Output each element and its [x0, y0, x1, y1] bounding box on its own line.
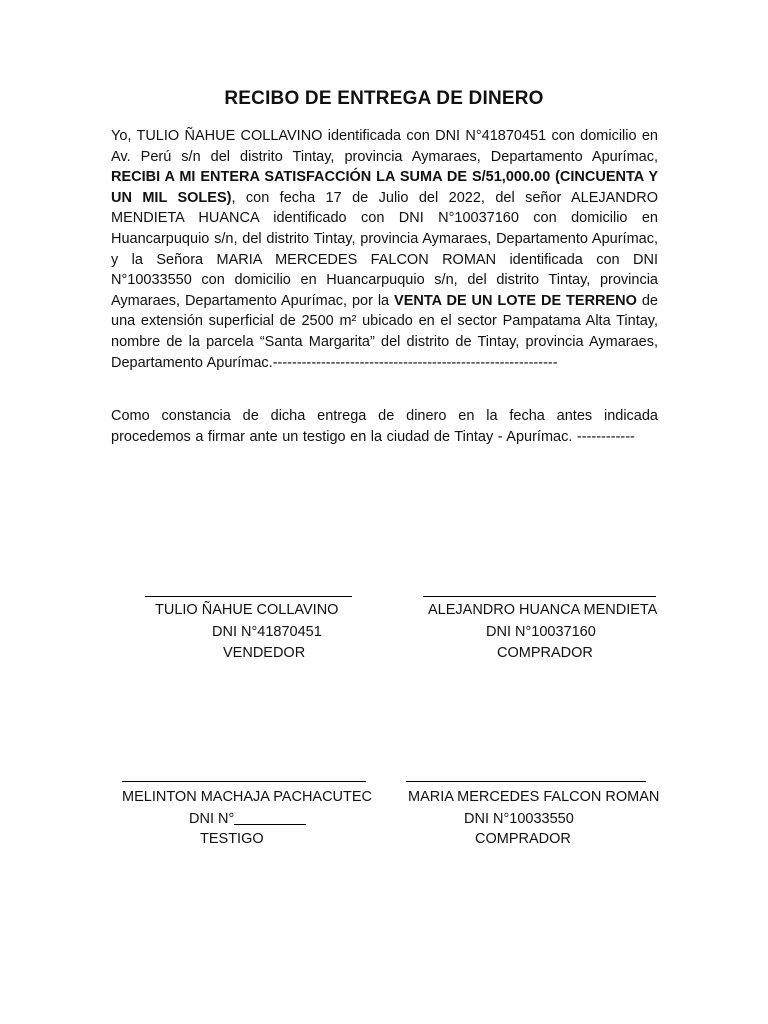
signature-line: [145, 596, 352, 597]
signer-dni: DNI N°10037160: [486, 624, 596, 640]
signer-role: COMPRADOR: [497, 645, 593, 661]
receipt-body-paragraph: [111, 126, 658, 373]
dni-blank-line: [234, 810, 306, 825]
signer-role: TESTIGO: [200, 831, 264, 847]
document-title: RECIBO DE ENTREGA DE DINERO: [224, 88, 544, 109]
signer-role: COMPRADOR: [475, 831, 571, 847]
signature-line: [406, 781, 646, 782]
signer-dni: DNI N°41870451: [212, 624, 322, 640]
signature-line: [122, 781, 366, 782]
signer-role: VENDEDOR: [223, 645, 306, 661]
paragraph-bold-amount: RECIBI A MI ENTERA SATISFACCIÓN LA SUMA DE S/51,000.00 (CINCUENTA Y UN MIL SOLES): [111, 169, 658, 206]
paragraph-text: de una extensión superficial de 2500 m² ubicado en el sector Pampatama Alta Tintay, nombre de la parcela “Santa Margarita” del distrito de Tintay, provincia Aymaraes, Departamento Apurímac.-----------------------------------------------------------: [111, 292, 658, 371]
paragraph-bold-sale: VENTA DE UN LOTE DE TERRENO: [394, 292, 637, 309]
signer-name: MARIA MERCEDES FALCON ROMAN: [408, 789, 660, 805]
constancy-paragraph: Como constancia de dicha entrega de dinero en la fecha antes indicada procedemos a firmar ante un testigo en la ciudad de Tintay - Apurímac. ------------: [111, 408, 658, 445]
dni-prefix: DNI N°: [189, 811, 235, 827]
paragraph-text: Yo, TULIO ÑAHUE COLLAVINO identificada con DNI N°41870451 con domicilio en Av. Perú s/n del distrito Tintay, provincia Aymaraes, Departamento Apurímac,: [111, 128, 658, 165]
paragraph-text: , con fecha 17 de Julio del 2022, del señor ALEJANDRO MENDIETA HUANCA identificado con DNI N°10037160 con domicilio en Huancarpuquio s/n, del distrito Tintay, provincia Aymaraes, Departamento Apurímac, y la Señora MARIA MERCEDES FALCON ROMAN identificada con DNI N°10033550 con domicilio en Huancarpuquio s/n, del distrito Tintay, provincia Aymaraes, Departamento Apurímac, por la: [111, 189, 658, 309]
signer-name: TULIO ÑAHUE COLLAVINO: [155, 602, 339, 618]
signer-name: MELINTON MACHAJA PACHACUTEC: [122, 789, 373, 805]
signature-line: [423, 596, 656, 597]
signer-dni: DNI N°10033550: [464, 811, 574, 827]
signer-dni: [189, 809, 306, 831]
signer-name: ALEJANDRO HUANCA MENDIETA: [428, 602, 658, 618]
